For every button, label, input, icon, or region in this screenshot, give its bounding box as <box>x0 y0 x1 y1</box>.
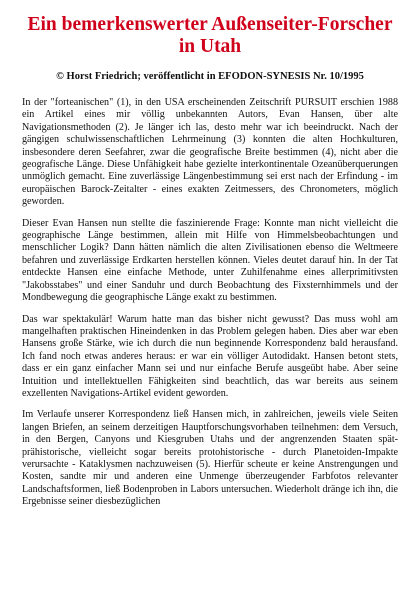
paragraph-4: Im Verlaufe unserer Korrespondenz ließ Hansen mich, in zahlreichen, jeweils viele Seiten langen Briefen, an seinem derzeitigen Hauptforschungsvorhaben teilnehmen: dem Versuch, in den Bergen, Canyons und Kiesgruben Utahs und der angrenzenden Staaten spät-prähistorische, vielleicht sogar bereits protohistorische - durch Planetoiden-Impakte verursachte - Kataklysmen nachzuweisen (5). Hierfür scheute er keine Anstrengungen und Kosten, sandte mir und anderen eine Unmenge überzeugender Farbfotos relevanter Landschaftsformen, ließ Bodenproben in Labors untersuchen. Wiederholt dränge ich ihn, die Ergebnisse seiner diesbezüglichen <box>22 409 398 508</box>
article-title <box>22 14 398 58</box>
byline: © Horst Friedrich; veröffentlicht in EFODON-SYNESIS Nr. 10/1995 <box>56 71 364 82</box>
title-line-1: Ein bemerkenswerter Außenseiter-Forscher <box>27 14 393 35</box>
paragraph-1: In der "forteanischen" (1), in den USA erscheinenden Zeitschrift PURSUIT erschien 1988 ein Artikel eines mir völlig unbekannten Autors, Evan Hansen, über alte Navigationsmethoden (2). Je länger ich las, desto mehr war ich beeindruckt. Nach der gängigen schulwissenschaftlichen Lehrmeinung (3) konnten die alten Hochkulturen, insbesondere deren Seefahrer, zwar die geografische Breite bestimmen (4), nicht aber die geografische Länge. Diese Unfähigkeit habe gezielte interkontinentale Ozeanüberquerungen unmöglich gemacht. Eine zuverlässige Längenbestimmung sei erst nach der Erfindung - im europäischen Barock-Zeitalter - eines exakten Zeitmessers, des Chronometers, möglich geworden. <box>22 97 398 208</box>
title-line-2: in Utah <box>178 36 242 57</box>
article-body <box>22 97 398 509</box>
paragraph-2: Dieser Evan Hansen nun stellte die faszinierende Frage: Konnte man nicht vielleicht die geographische Länge bestimmen, allein mit Hilfe von Himmelsbeobachtungen und menschlicher Logik? Dann hätten nämlich die alten Zivilisationen ebenso die Weltmeere befahren und zuverlässige Erdkarten herstellen können. Vieles deutet darauf hin. In der Tat entdeckte Hansen eine einfache Methode, unter Zuhilfenahme eines allerprimitivsten "Jakobsstabes" und einer Sanduhr und durch Beobachtung des Fixsternhimmels und der Mondbewegung die geographische Länge exakt zu bestimmen. <box>22 217 398 304</box>
paragraph-3: Das war spektakulär! Warum hatte man das bisher nicht gewusst? Das muss wohl am mangelhaften praktischen Hineindenken in das Problem gelegen haben. Dies aber war eben Hansens große Stärke, wie ich durch die nun beginnende Korrespondenz bald herausfand. Ich fand noch etwas anderes heraus: er war ein völliger Autodidakt. Hansen betont stets, dass er ein ganz einfacher Mann sei und nur einfache Berufe ausgeübt habe. Aber seine Intuition und intellektuellen Fähigkeiten sind beachtlich, das war bereits aus seinem exzellenten Navigations-Artikel evident geworden. <box>22 313 398 399</box>
